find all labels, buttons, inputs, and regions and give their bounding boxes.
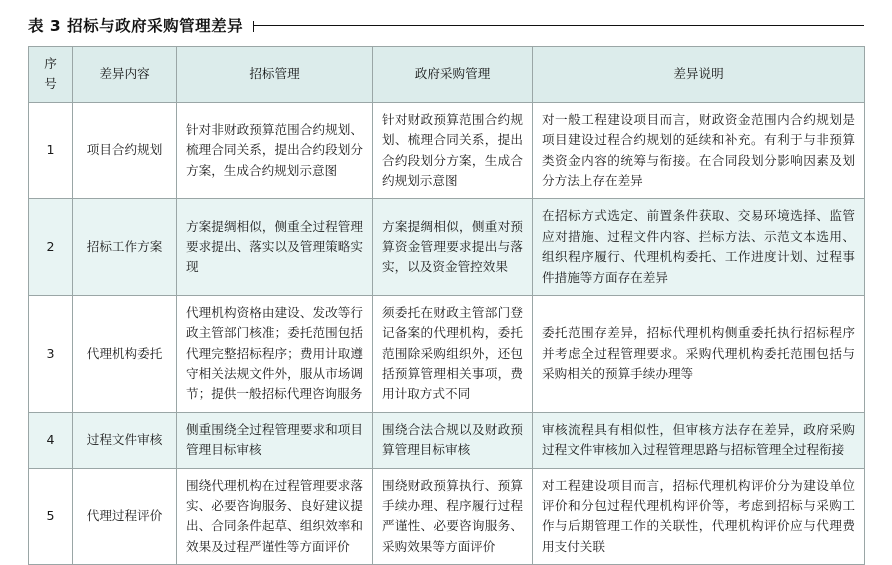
cell-topic: 过程文件审核 [73,412,177,468]
cell-topic: 项目合约规划 [73,102,177,199]
cell-bid: 针对非财政预算范围合约规划、梳理合同关系，提出合约段划分方案，生成合约规划示意图 [177,102,373,199]
cell-no: 4 [29,412,73,468]
cell-note: 委托范围存差异，招标代理机构侧重委托执行招标程序并考虑全过程管理要求。采购代理机构委托范围包括与采购相关的预算手续办理等 [533,295,865,412]
cell-note: 对一般工程建设项目而言，财政资金范围内合约规划是项目建设过程合约规划的延续和补充。有利于与非预算类资金内容的统筹与衔接。在合同段划分影响因素及划分方法上存在差异 [533,102,865,199]
cell-gov: 须委托在财政主管部门登记备案的代理机构，委托范围除采购组织外，还包括预算管理相关事项，费用计取方式不同 [373,295,533,412]
cell-no: 5 [29,468,73,565]
cell-bid: 侧重围绕全过程管理要求和项目管理目标审核 [177,412,373,468]
cell-no: 3 [29,295,73,412]
caption-label: 表 3 招标与政府采购管理差异 [28,17,244,35]
header-cell-no: 序号 [29,47,73,103]
cell-topic: 代理过程评价 [73,468,177,565]
cell-bid: 围绕代理机构在过程管理要求落实、必要咨询服务、良好建议提出、合同条件起草、组织效率和效果及过程严谨性等方面评价 [177,468,373,565]
table-row [29,295,865,412]
cell-bid: 代理机构资格由建设、发改等行政主管部门核准；委托范围包括代理完整招标程序；费用计取遵守相关法规文件外，服从市场调节；提供一般招标代理咨询服务 [177,295,373,412]
cell-note: 审核流程具有相似性，但审核方法存在差异，政府采购过程文件审核加入过程管理思路与招标管理全过程衔接 [533,412,865,468]
cell-no: 2 [29,199,73,296]
header-cell-note: 差异说明 [533,47,865,103]
cell-bid: 方案提绸相似，侧重全过程管理要求提出、落实以及管理策略实现 [177,199,373,296]
cell-note: 在招标方式选定、前置条件获取、交易环境选择、监管应对措施、过程文件内容、拦标方法、示范文本选用、组织程序履行、代理机构委托、工作进度计划、过程事件措施等方面存在差异 [533,199,865,296]
cell-topic: 招标工作方案 [73,199,177,296]
cell-gov: 围绕财政预算执行、预算手续办理、程序履行过程严谨性、必要咨询服务、采购效果等方面评价 [373,468,533,565]
table-row [29,199,865,296]
table-body [29,102,865,564]
table-row [29,102,865,199]
cell-gov: 方案提绸相似，侧重对预算资金管理要求提出与落实，以及资金管控效果 [373,199,533,296]
cell-no: 1 [29,102,73,199]
cell-note: 对工程建设项目而言，招标代理机构评价分为建设单位评价和分包过程代理机构评价等，考虑到招标与采购工作与后期管理工作的关联性，代理机构评价应与代理费用支付关联 [533,468,865,565]
header-cell-gov: 政府采购管理 [373,47,533,103]
table-row [29,468,865,565]
table-header [29,47,865,103]
cell-gov: 针对财政预算范围合约规划、梳理合同关系，提出合约段划分方案，生成合约规划示意图 [373,102,533,199]
header-cell-bid: 招标管理 [177,47,373,103]
header-row [29,47,865,103]
comparison-table [28,46,865,565]
caption-rule [253,25,864,26]
cell-gov: 围绕合法合规以及财政预算管理目标审核 [373,412,533,468]
table-row [29,412,865,468]
table-caption [28,0,864,42]
cell-topic: 代理机构委托 [73,295,177,412]
header-cell-topic: 差异内容 [73,47,177,103]
